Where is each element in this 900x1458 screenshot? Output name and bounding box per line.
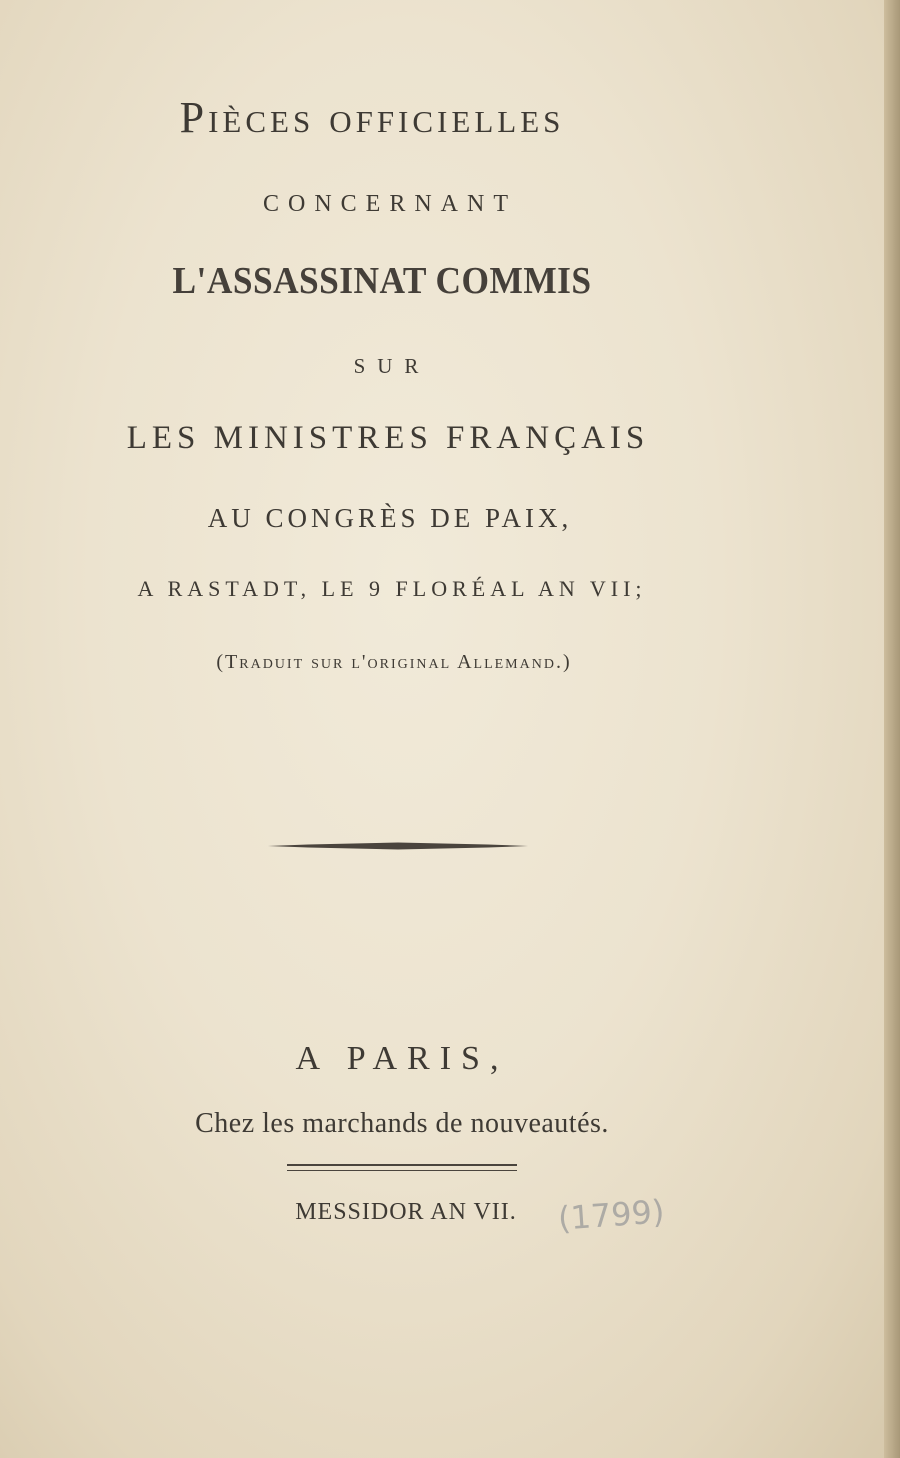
subtitle-concernant: CONCERNANT bbox=[262, 191, 517, 217]
subtitle-sur: SUR bbox=[353, 354, 431, 378]
ornamental-rule bbox=[268, 841, 528, 851]
subtitle-ministres: LES MINISTRES FRANÇAIS bbox=[126, 420, 650, 456]
imprint-place: A PARIS, bbox=[295, 1040, 509, 1077]
pencil-annotation: (1799) bbox=[556, 1192, 666, 1238]
main-title: Pièces officielles bbox=[179, 93, 565, 142]
double-rule-top bbox=[287, 1164, 517, 1166]
subtitle-congres: AU CONGRÈS DE PAIX, bbox=[207, 503, 573, 533]
subtitle-rastadt: A RASTADT, LE 9 FLORÉAL AN VII; bbox=[137, 576, 647, 601]
subtitle-assassinat: L'ASSASSINAT COMMIS bbox=[172, 260, 592, 302]
imprint-publisher: Chez les marchands de nouveautés. bbox=[195, 1108, 609, 1139]
translation-note: (Traduit sur l'original Allemand.) bbox=[216, 651, 572, 673]
double-rule-bottom bbox=[287, 1170, 517, 1171]
imprint-date: MESSIDOR AN VII. bbox=[295, 1199, 517, 1225]
page-edge bbox=[884, 0, 900, 1458]
